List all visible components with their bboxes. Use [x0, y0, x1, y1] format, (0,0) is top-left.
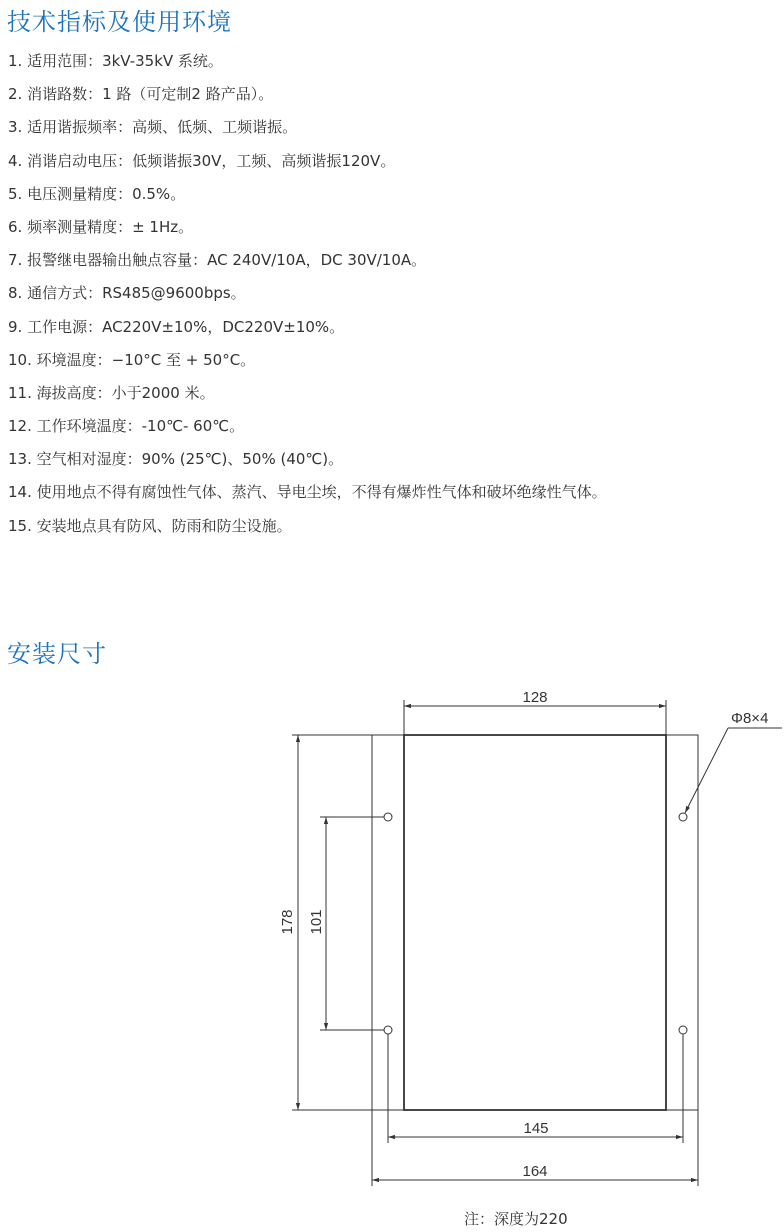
dimension-top-width	[404, 689, 666, 735]
spec-item-range: 1. 适用范围：3kV-35kV 系统。	[8, 52, 223, 70]
mounting-hole-top-right	[679, 813, 687, 821]
mounting-plate-outline	[372, 735, 698, 1110]
dimension-top-width-label: 128	[522, 689, 548, 706]
spec-item-power-supply: 9. 工作电源：AC220V±10%，DC220V±10%。	[8, 317, 345, 336]
specs-title: 技术指标及使用环境	[7, 8, 232, 36]
spec-item-ambient-temperature: 10. 环境温度：−10°C 至 + 50°C。	[8, 350, 256, 369]
spec-item-operating-temperature: 12. 工作环境温度：-10℃- 60℃。	[8, 417, 245, 436]
spec-item-frequency-accuracy: 6. 频率测量精度：± 1Hz。	[8, 217, 194, 236]
dimension-hole-spacing-vertical	[308, 817, 384, 1030]
dimension-total-height-label: 178	[279, 909, 296, 935]
spec-item-channels: 2. 消谐路数：1 路（可定制2 路产品）。	[8, 85, 274, 104]
dimension-hole-spacing-horizontal-label: 145	[523, 1120, 549, 1137]
spec-item-communication: 8. 通信方式：RS485@9600bps。	[8, 284, 246, 303]
mounting-hole-bottom-right	[679, 1026, 687, 1034]
spec-item-environment: 14. 使用地点不得有腐蚀性气体、蒸汽、导电尘埃，不得有爆炸性气体和破坏绝缘性气体。	[8, 483, 607, 502]
dimension-hole-callout	[685, 710, 782, 813]
device-body-outline	[404, 735, 666, 1110]
dimension-hole-spacing-vertical-label: 101	[308, 909, 325, 935]
spec-item-humidity: 13. 空气相对湿度：90% (25℃)、50% (40℃)。	[8, 450, 344, 469]
mounting-hole-bottom-left	[384, 1026, 392, 1034]
depth-note: 注：深度为220	[464, 1210, 568, 1228]
dimension-hole-spacing-horizontal	[388, 1034, 683, 1143]
spec-item-voltage-accuracy: 5. 电压测量精度：0.5%。	[8, 184, 186, 203]
mounting-hole-top-left	[384, 813, 392, 821]
spec-item-resonance-frequency: 3. 适用谐振频率：高频、低频、工频谐振。	[8, 118, 298, 137]
dimension-total-width-label: 164	[522, 1163, 548, 1180]
spec-item-altitude: 11. 海拔高度：小于2000 米。	[8, 383, 215, 402]
dimensions-title: 安装尺寸	[7, 640, 107, 668]
spec-item-installation: 15. 安装地点具有防风、防雨和防尘设施。	[8, 516, 292, 535]
spec-item-relay-capacity: 7. 报警继电器输出触点容量：AC 240V/10A，DC 30V/10A。	[8, 251, 427, 270]
spec-item-start-voltage: 4. 消谐启动电压：低频谐振30V，工频、高频谐振120V。	[8, 151, 396, 170]
hole-callout-label: Φ8×4	[731, 710, 769, 727]
